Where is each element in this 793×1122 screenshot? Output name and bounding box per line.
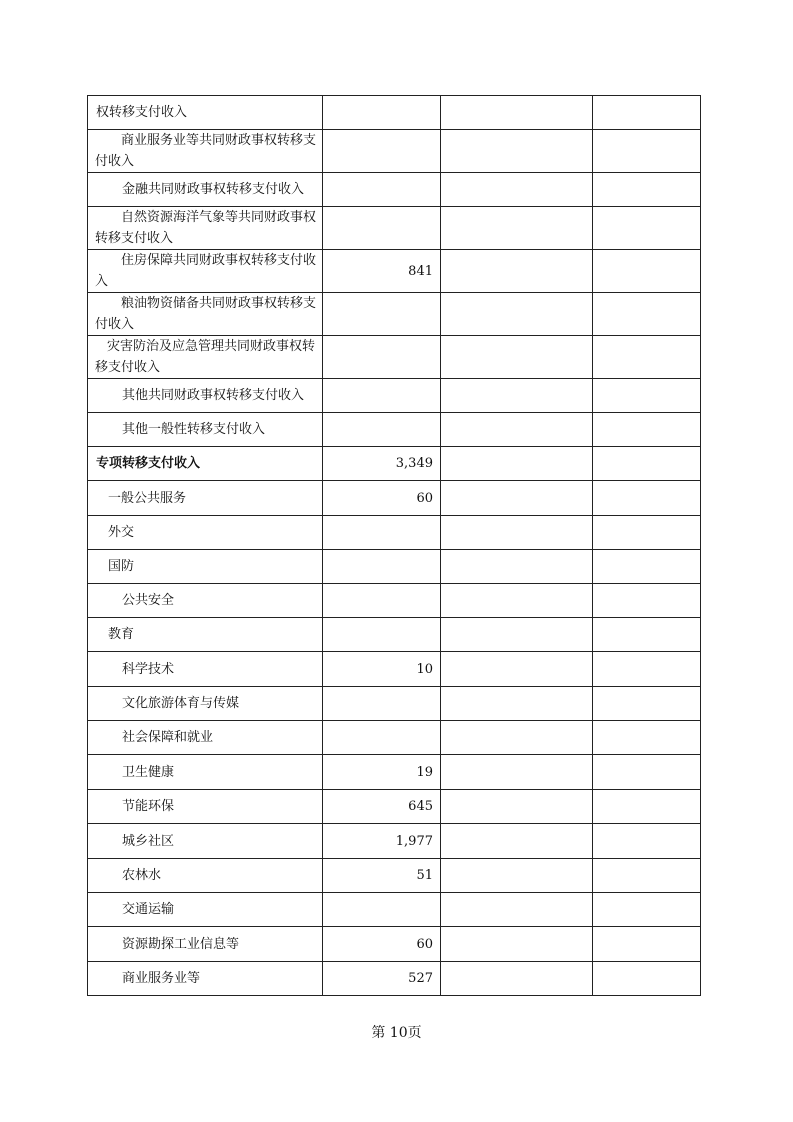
- table-row: [88, 96, 701, 130]
- empty-cell: [593, 790, 701, 824]
- row-value: [323, 687, 441, 721]
- budget-table-body: [88, 96, 701, 996]
- table-row: [88, 293, 701, 336]
- row-value: 60: [323, 481, 441, 516]
- row-value: 10: [323, 652, 441, 687]
- row-value: 527: [323, 962, 441, 996]
- empty-cell: [593, 859, 701, 893]
- row-label: 社会保障和就业: [88, 721, 323, 755]
- row-value: [323, 516, 441, 550]
- budget-table: [87, 95, 701, 996]
- empty-cell: [593, 481, 701, 516]
- page-number: 第 10页: [371, 1025, 422, 1041]
- row-label: 一般公共服务: [88, 481, 323, 516]
- empty-cell: [441, 250, 593, 293]
- empty-cell: [593, 927, 701, 962]
- table-row: [88, 755, 701, 790]
- empty-cell: [593, 584, 701, 618]
- table-row: [88, 516, 701, 550]
- empty-cell: [593, 962, 701, 996]
- table-row: [88, 550, 701, 584]
- row-label: 灾害防治及应急管理共同财政事权转移支付收入: [88, 336, 323, 379]
- row-value: [323, 413, 441, 447]
- table-row: [88, 173, 701, 207]
- empty-cell: [593, 207, 701, 250]
- table-row: [88, 336, 701, 379]
- empty-cell: [593, 721, 701, 755]
- row-value: 51: [323, 859, 441, 893]
- empty-cell: [441, 962, 593, 996]
- row-value: 841: [323, 250, 441, 293]
- row-label: 文化旅游体育与传媒: [88, 687, 323, 721]
- row-value: 645: [323, 790, 441, 824]
- row-value: [323, 293, 441, 336]
- empty-cell: [441, 130, 593, 173]
- empty-cell: [593, 516, 701, 550]
- table-row: [88, 618, 701, 652]
- table-row: [88, 824, 701, 859]
- empty-cell: [441, 721, 593, 755]
- row-label: 外交: [88, 516, 323, 550]
- empty-cell: [593, 893, 701, 927]
- row-label: 农林水: [88, 859, 323, 893]
- row-value: [323, 173, 441, 207]
- empty-cell: [441, 413, 593, 447]
- empty-cell: [593, 173, 701, 207]
- row-label: 资源勘探工业信息等: [88, 927, 323, 962]
- table-row: [88, 893, 701, 927]
- table-row: [88, 790, 701, 824]
- table-row: [88, 962, 701, 996]
- row-label: 公共安全: [88, 584, 323, 618]
- row-label: 国防: [88, 550, 323, 584]
- row-label: 商业服务业等: [88, 962, 323, 996]
- empty-cell: [593, 293, 701, 336]
- empty-cell: [593, 447, 701, 481]
- empty-cell: [593, 687, 701, 721]
- row-label: 专项转移支付收入: [88, 447, 323, 481]
- table-row: [88, 687, 701, 721]
- empty-cell: [441, 687, 593, 721]
- row-label: 城乡社区: [88, 824, 323, 859]
- table-row: [88, 721, 701, 755]
- row-value: [323, 207, 441, 250]
- row-label: 卫生健康: [88, 755, 323, 790]
- empty-cell: [441, 927, 593, 962]
- row-label: 住房保障共同财政事权转移支付收入: [88, 250, 323, 293]
- empty-cell: [593, 652, 701, 687]
- row-label: 节能环保: [88, 790, 323, 824]
- empty-cell: [441, 447, 593, 481]
- empty-cell: [441, 618, 593, 652]
- table-row: [88, 584, 701, 618]
- empty-cell: [441, 379, 593, 413]
- empty-cell: [441, 293, 593, 336]
- empty-cell: [441, 859, 593, 893]
- empty-cell: [441, 173, 593, 207]
- row-value: 1,977: [323, 824, 441, 859]
- table-row: [88, 379, 701, 413]
- empty-cell: [593, 413, 701, 447]
- empty-cell: [593, 250, 701, 293]
- row-value: [323, 379, 441, 413]
- row-value: [323, 721, 441, 755]
- row-label: 商业服务业等共同财政事权转移支付收入: [88, 130, 323, 173]
- row-label: 教育: [88, 618, 323, 652]
- table-row: [88, 927, 701, 962]
- empty-cell: [593, 618, 701, 652]
- table-row: [88, 130, 701, 173]
- table-row: [88, 481, 701, 516]
- empty-cell: [441, 824, 593, 859]
- row-value: 19: [323, 755, 441, 790]
- empty-cell: [593, 96, 701, 130]
- empty-cell: [593, 336, 701, 379]
- table-row: [88, 652, 701, 687]
- row-value: [323, 584, 441, 618]
- table-row: [88, 207, 701, 250]
- row-label: 金融共同财政事权转移支付收入: [88, 173, 323, 207]
- empty-cell: [441, 207, 593, 250]
- empty-cell: [441, 481, 593, 516]
- row-label: 自然资源海洋气象等共同财政事权转移支付收入: [88, 207, 323, 250]
- table-row: [88, 859, 701, 893]
- empty-cell: [441, 550, 593, 584]
- empty-cell: [441, 652, 593, 687]
- empty-cell: [441, 516, 593, 550]
- row-value: 60: [323, 927, 441, 962]
- empty-cell: [593, 379, 701, 413]
- row-value: [323, 550, 441, 584]
- table-row: [88, 250, 701, 293]
- row-value: [323, 130, 441, 173]
- row-value: [323, 893, 441, 927]
- empty-cell: [441, 893, 593, 927]
- empty-cell: [441, 755, 593, 790]
- empty-cell: [441, 96, 593, 130]
- row-label: 其他一般性转移支付收入: [88, 413, 323, 447]
- row-value: 3,349: [323, 447, 441, 481]
- row-value: [323, 336, 441, 379]
- row-value: [323, 96, 441, 130]
- empty-cell: [441, 790, 593, 824]
- table-row: [88, 413, 701, 447]
- row-label: 其他共同财政事权转移支付收入: [88, 379, 323, 413]
- empty-cell: [441, 336, 593, 379]
- empty-cell: [593, 550, 701, 584]
- empty-cell: [593, 130, 701, 173]
- empty-cell: [593, 755, 701, 790]
- row-value: [323, 618, 441, 652]
- row-label: 科学技术: [88, 652, 323, 687]
- empty-cell: [593, 824, 701, 859]
- row-label: 粮油物资储备共同财政事权转移支付收入: [88, 293, 323, 336]
- row-label: 交通运输: [88, 893, 323, 927]
- row-label: 权转移支付收入: [88, 96, 323, 130]
- empty-cell: [441, 584, 593, 618]
- table-row: [88, 447, 701, 481]
